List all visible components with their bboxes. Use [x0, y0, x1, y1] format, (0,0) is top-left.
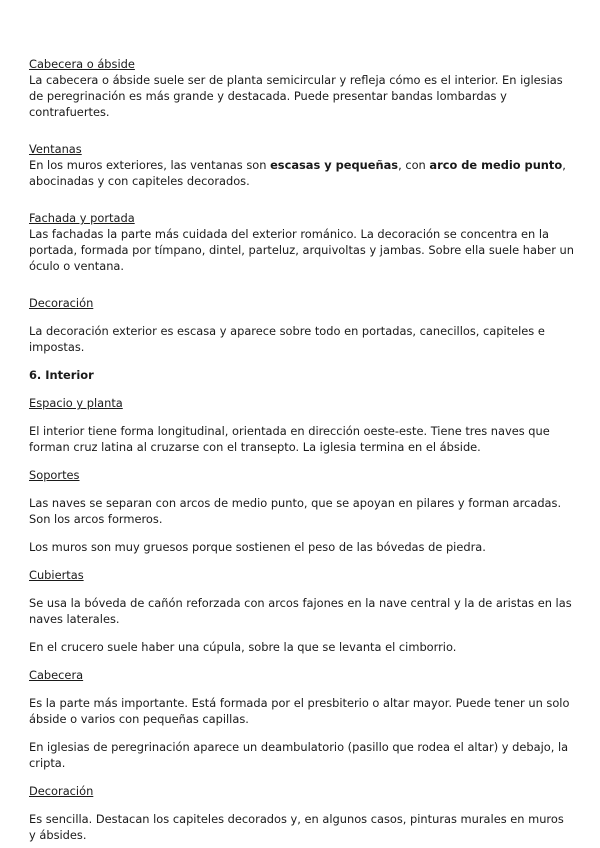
section-title-interior: 6. Interior [29, 368, 94, 382]
paragraph-soportes-2: Los muros son muy gruesos porque sostienen el peso de las bóvedas de piedra. [29, 540, 486, 554]
document-page [29, 56, 574, 843]
heading-fachada-y-portada: Fachada y portada [29, 211, 135, 225]
heading-espacio-y-planta: Espacio y planta [29, 396, 123, 410]
paragraph-ventanas: En los muros exteriores, las ventanas son escasas y pequeñas, con arco de medio punto, abocinadas y con capiteles decorados. [29, 158, 566, 188]
heading-cabecera-o-abside: Cabecera o ábside [29, 57, 135, 71]
paragraph-cubiertas-2: En el crucero suele haber una cúpula, sobre la que se levanta el cimborrio. [29, 640, 457, 654]
heading-decoracion-interior: Decoración [29, 784, 94, 798]
bold-arco: arco de medio punto [429, 158, 563, 172]
paragraph-espacio-y-planta: El interior tiene forma longitudinal, orientada en dirección oeste-este. Tiene tres naves que forman cruz latina al cruzarse con el transepto. La iglesia termina en el ábside. [29, 424, 550, 454]
paragraph-cubiertas-1: Se usa la bóveda de cañón reforzada con arcos fajones en la nave central y la de aristas en las naves laterales. [29, 596, 572, 626]
heading-ventanas: Ventanas [29, 142, 82, 156]
heading-cabecera-interior: Cabecera [29, 668, 84, 682]
paragraph-soportes-1: Las naves se separan con arcos de medio punto, que se apoyan en pilares y forman arcadas. Son los arcos formeros. [29, 496, 562, 526]
paragraph-decoracion-exterior: La decoración exterior es escasa y aparece sobre todo en portadas, canecillos, capiteles e impostas. [29, 324, 545, 354]
heading-soportes: Soportes [29, 468, 80, 482]
paragraph-cabecera-o-abside: La cabecera o ábside suele ser de planta semicircular y refleja cómo es el interior. En iglesias de peregrinación es más grande y destacada. Puede presentar bandas lombardas y contrafuertes. [29, 73, 563, 119]
heading-cubiertas: Cubiertas [29, 568, 84, 582]
bold-escasas: escasas y pequeñas [270, 158, 399, 172]
paragraph-cabecera-2: En iglesias de peregrinación aparece un deambulatorio (pasillo que rodea el altar) y debajo, la cripta. [29, 740, 569, 770]
paragraph-fachada-y-portada: Las fachadas la parte más cuidada del exterior románico. La decoración se concentra en la portada, formada por tímpano, dintel, parteluz, arquivoltas y jambas. Sobre ella suele haber un óculo o ventana. [29, 227, 574, 273]
paragraph-decoracion-interior: Es sencilla. Destacan los capiteles decorados y, en algunos casos, pinturas murales en muros y ábsides. [29, 812, 564, 842]
heading-decoracion-exterior: Decoración [29, 296, 94, 310]
paragraph-cabecera-1: Es la parte más importante. Está formada por el presbiterio o altar mayor. Puede tener un solo ábside o varios con pequeñas capillas. [29, 696, 570, 726]
